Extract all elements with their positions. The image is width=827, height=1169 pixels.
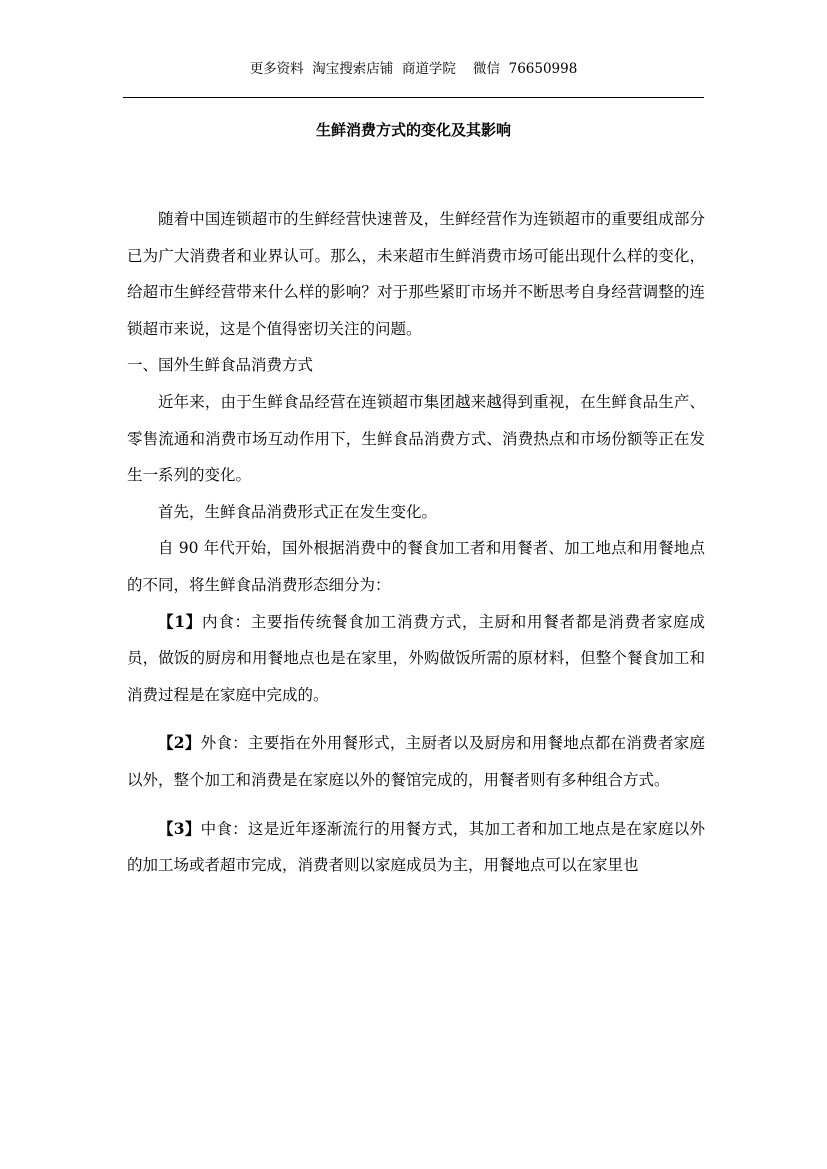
paragraph-first: 首先，生鲜食品消费形式正在发生变化。 <box>158 502 438 521</box>
item-text: 内食：主要指传统餐食加工消费方式，主厨和用餐者都是消费者家庭成员，做饭的厨房和用餐地点也是在家里，外购做饭所需的原材料，但整个餐食加工和消费过程是在家庭中完成的。 <box>127 612 705 704</box>
paragraph-recent-years: 近年来，由于生鲜食品经营在连锁超市集团越来越得到重视，在生鲜食品生产、零售流通和消费市场互动作用下，生鲜食品消费方式、消费热点和市场份额等正在发生一系列的变化。 <box>127 392 705 485</box>
intro-paragraph: 随着中国连锁超市的生鲜经营快速普及，生鲜经营作为连锁超市的重要组成部分已为广大消费者和业界认可。那么，未来超市生鲜消费市场可能出现什么样的变化，给超市生鲜经营带来什么样的影响？对于那些紧盯市场并不断思考自身经营调整的连锁超市来说，这是个值得密切关注的问题。 <box>127 210 705 338</box>
section-heading: 一、国外生鲜食品消费方式 <box>127 356 314 375</box>
page-header: 更多资料 淘宝搜索店铺 商道学院 微信 76650998 <box>249 61 578 77</box>
list-item-outside-meal <box>127 725 705 798</box>
item-number: 【1】 <box>158 611 203 631</box>
item-text: 中食：这是近年逐渐流行的用餐方式，其加工者和加工地点是在家庭以外的加工场或者超市完成，消费者则以家庭成员为主，用餐地点可以在家里也 <box>127 819 705 875</box>
item-text: 外食：主要指在外用餐形式，主厨者以及厨房和用餐地点都在消费者家庭以外，整个加工和消费是在家庭以外的餐馆完成的，用餐者则有多种组合方式。 <box>127 734 705 789</box>
document-body <box>127 201 705 884</box>
list-item-inside-meal <box>127 604 705 714</box>
header-divider <box>123 97 704 98</box>
paragraph-since-90s: 自 90 年代开始，国外根据消费中的餐食加工者和用餐者、加工地点和用餐地点的不同，将生鲜食品消费形态细分为： <box>127 539 705 594</box>
document-title: 生鲜消费方式的变化及其影响 <box>315 121 511 139</box>
item-number: 【2】 <box>158 733 201 753</box>
item-number: 【3】 <box>158 818 201 838</box>
list-item-middle-meal <box>127 811 705 884</box>
